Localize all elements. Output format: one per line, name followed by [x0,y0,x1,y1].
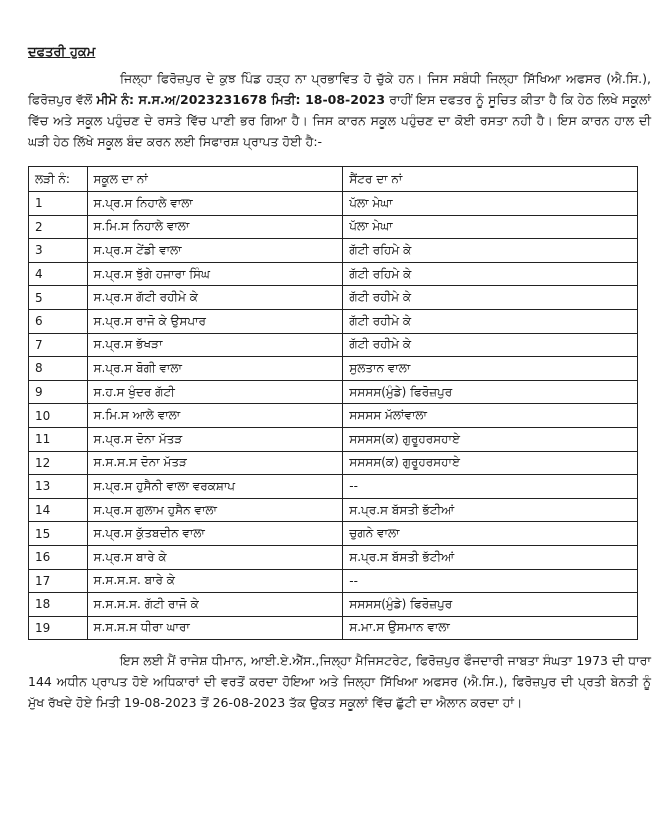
table-row [29,262,638,286]
row-serial: 17 [29,569,88,593]
row-school-name: ਸ.ਮਿ.ਸ ਨਿਹਾਲੇ ਵਾਲਾ [87,215,343,239]
intro-text-after: ਰਾਹੀਂ ਇਸ ਦਫਤਰ ਨੂੰ ਸੂਚਿਤ ਕੀਤਾ ਹੈ ਕਿ ਹੇਠ ਲਿਖੇ ਸਕੂਲਾਂ ਵਿੱਚ ਅਤੇ ਸਕੂਲ ਪਹੁੰਚਣ ਦੇ ਰਸਤੇ ਵਿੱਚ ਪਾਣੀ ਭਰ ਗਿਆ ਹੈ। ਜਿਸ ਕਾਰਨ ਸਕੂਲ ਪਹੁੰਚਣ ਦਾ ਕੋਈ ਰਸਤਾ ਨਹੀ ਹੈ। ਇਸ ਕਾਰਨ ਹਾਲ ਦੀ ਘੜੀ ਹੇਠ ਲਿੱਖੇ ਸਕੂਲ ਬੰਦ ਕਰਨ ਲਈ ਸਿਫਾਰਸ਼ ਪ੍ਰਾਪਤ ਹੋਈ ਹੈ:- [28,92,651,149]
row-center-name: ਗੱਟੀ ਰਹੀਮੇ ਕੇ [343,333,638,357]
table-row [29,593,638,617]
row-school-name: ਸ.ਸ.ਸ.ਸ. ਗੱਟੀ ਰਾਜੋ ਕੇ [87,593,343,617]
row-center-name: -- [343,569,638,593]
row-center-name: ਸਸਸਸ(ਮੁੰਡੇ) ਫਿਰੋਜ਼ਪੁਰ [343,380,638,404]
row-serial: 18 [29,593,88,617]
header-center: ਸੈਂਟਰ ਦਾ ਨਾਂ [343,167,638,192]
row-serial: 16 [29,545,88,569]
row-center-name: ਸ.ਪ੍ਰ.ਸ ਬੱਸਤੀ ਭੱਟੀਆਂ [343,498,638,522]
row-serial: 14 [29,498,88,522]
table-row [29,286,638,310]
table-row [29,357,638,381]
row-serial: 10 [29,404,88,428]
row-serial: 9 [29,380,88,404]
row-serial: 13 [29,475,88,499]
table-row [29,215,638,239]
row-school-name: ਸ.ਪ੍ਰ.ਸ ਰਾਜੋ ਕੇ ਉਸਪਾਰ [87,309,343,333]
row-center-name: ਚੁਗਨੇ ਵਾਲਾ [343,522,638,546]
row-serial: 4 [29,262,88,286]
table-row [29,569,638,593]
table-row [29,475,638,499]
closing-text: ਇਸ ਲਈ ਮੈਂ ਰਾਜੇਸ਼ ਧੀਮਾਨ, ਆਈ.ਏ.ਐੱਸ.,ਜਿਲ੍ਹਾ ਮੈਜਿਸਟਰੇਟ, ਫਿਰੋਜ਼ਪੁਰ ਫੌਜਦਾਰੀ ਜਾਬਤਾ ਸੰਘਤਾ 1973 ਦੀ ਧਾਰਾ 144 ਅਧੀਨ ਪ੍ਰਾਪਤ ਹੋਏ ਅਧਿਕਾਰਾਂ ਦੀ ਵਰਤੋਂ ਕਰਦਾ ਹੋਇਆ ਅਤੇ ਜਿਲ੍ਹਾ ਸਿੱਖਿਆ ਅਫਸਰ (ਐ.ਸਿ.), ਫਿਰੋਜ਼ਪੁਰ ਦੀ ਪ੍ਰਤੀ ਬੇਨਤੀ ਨੂੰ ਮੁੱਖ ਰੱਖਦੇ ਹੋਏ ਮਿਤੀ 19-08-2023 ਤੋਂ 26-08-2023 ਤੱਕ ਉਕਤ ਸਕੂਲਾਂ ਵਿੱਚ ਛੁੱਟੀ ਦਾ ਐਲਾਨ ਕਰਦਾ ਹਾਂ। [28,653,651,711]
row-center-name: ਗੱਟੀ ਰਹਿਮੇ ਕੇ [343,239,638,263]
table-row [29,309,638,333]
row-center-name: ਗੱਟੀ ਰਹੀਮੇ ਕੇ [343,309,638,333]
header-serial: ਲੜੀ ਨੰ: [29,167,88,192]
table-row [29,333,638,357]
row-school-name: ਸ.ਪ੍ਰ.ਸ ਬਾਰੇ ਕੇ [87,545,343,569]
row-school-name: ਸ.ਹ.ਸ ਖੁੰਦਰ ਗੱਟੀ [87,380,343,404]
row-serial: 12 [29,451,88,475]
table-body [29,192,638,640]
row-school-name: ਸ.ਮਿ.ਸ ਆਲੇ ਵਾਲਾ [87,404,343,428]
row-center-name: ਸੁਲਤਾਨ ਵਾਲਾ [343,357,638,381]
table-row [29,192,638,216]
row-school-name: ਸ.ਪ੍ਰ.ਸ ਹੁਸੈਨੀ ਵਾਲਾ ਵਰਕਸ਼ਾਪ [87,475,343,499]
table-row [29,498,638,522]
row-serial: 2 [29,215,88,239]
table-row [29,380,638,404]
row-serial: 3 [29,239,88,263]
row-center-name: ਸਸਸਸ(ਮੁੰਡੇ) ਫਿਰੋਜ਼ਪੁਰ [343,593,638,617]
row-center-name: ਸ.ਮਾ.ਸ ਉਸਮਾਨ ਵਾਲਾ [343,616,638,640]
intro-paragraph [28,68,651,152]
table-row [29,451,638,475]
row-serial: 19 [29,616,88,640]
row-center-name: ਸ.ਪ੍ਰ.ਸ ਬੱਸਤੀ ਭੱਟੀਆਂ [343,545,638,569]
memo-reference: ਮੀਮੋ ਨੰ: ਸ.ਸ.ਅ/2023231678 ਮਿਤੀ: 18-08-2023 [96,92,386,107]
row-center-name: ਸਸਸਸ ਮੱਲਾਂਵਾਲਾ [343,404,638,428]
row-school-name: ਸ.ਸ.ਸ.ਸ ਦੋਨਾ ਮੱਤੜ [87,451,343,475]
table-row [29,427,638,451]
table-row [29,616,638,640]
row-serial: 1 [29,192,88,216]
table-row [29,404,638,428]
intro-text-before: ਜਿਲ੍ਹਾ ਫਿਰੋਜ਼ਪੁਰ ਦੇ ਕੁਝ ਪਿੰਡ ਹੜ੍ਹ ਨਾ ਪ੍ਰਭਾਵਿਤ ਹੋ ਚੁੱਕੇ ਹਨ। ਜਿਸ ਸਬੰਧੀ ਜਿਲ੍ਹਾ ਸਿੱਖਿਆ ਅਫਸਰ (ਐ.ਸਿ.), ਫਿਰੋਜ਼ਪੁਰ ਵੱਲੋਂ [28,71,651,107]
row-center-name: ਗੱਟੀ ਰਹੀਮੇ ਕੇ [343,286,638,310]
row-serial: 15 [29,522,88,546]
row-serial: 8 [29,357,88,381]
row-school-name: ਸ.ਪ੍ਰ.ਸ ਦੋਨਾ ਮੱਤੜ [87,427,343,451]
closing-paragraph [28,650,651,713]
row-school-name: ਸ.ਸ.ਸ.ਸ. ਬਾਰੇ ਕੇ [87,569,343,593]
table-row [29,239,638,263]
row-center-name: ਪੱਲਾ ਮੇਘਾ [343,215,638,239]
header-school: ਸਕੂਲ ਦਾ ਨਾਂ [87,167,343,192]
row-school-name: ਸ.ਸ.ਸ.ਸ ਧੀਰਾ ਘਾਰਾ [87,616,343,640]
row-school-name: ਸ.ਪ੍ਰ.ਸ ਬੋਗੀ ਵਾਲਾ [87,357,343,381]
table-row [29,522,638,546]
row-serial: 6 [29,309,88,333]
row-serial: 11 [29,427,88,451]
document-heading: ਦਫਤਰੀ ਹੁਕਮ [28,45,96,60]
row-center-name: ਸਸਸਸ(ਕ) ਗੁਰੂਹਰਸਹਾਏ [343,427,638,451]
row-school-name: ਸ.ਪ੍ਰ.ਸ ਗੱਟੀ ਰਹੀਮੇ ਕੇ [87,286,343,310]
row-center-name: ਪੱਲਾ ਮੇਘਾ [343,192,638,216]
table-row [29,545,638,569]
row-school-name: ਸ.ਪ੍ਰ.ਸ ਕੁੱਤਬਦੀਨ ਵਾਲਾ [87,522,343,546]
row-center-name: ਗੱਟੀ ਰਹਿਮੇ ਕੇ [343,262,638,286]
row-school-name: ਸ.ਪ੍ਰ.ਸ ਭੱਖੜਾ [87,333,343,357]
row-school-name: ਸ.ਪ੍ਰ.ਸ ਨਿਹਾਲੇ ਵਾਲਾ [87,192,343,216]
row-center-name: ਸਸਸਸ(ਕ) ਗੁਰੂਹਰਸਹਾਏ [343,451,638,475]
row-center-name: -- [343,475,638,499]
row-school-name: ਸ.ਪ੍ਰ.ਸ ਟੇਂਡੀ ਵਾਲਾ [87,239,343,263]
table-header-row [29,167,638,192]
schools-table [28,166,638,640]
row-serial: 7 [29,333,88,357]
row-serial: 5 [29,286,88,310]
row-school-name: ਸ.ਪ੍ਰ.ਸ ਗੁਲਾਮ ਹੁਸੈਨ ਵਾਲਾ [87,498,343,522]
row-school-name: ਸ.ਪ੍ਰ.ਸ ਝੁੱਗੇ ਹਜਾਰਾ ਸਿੰਘ [87,262,343,286]
